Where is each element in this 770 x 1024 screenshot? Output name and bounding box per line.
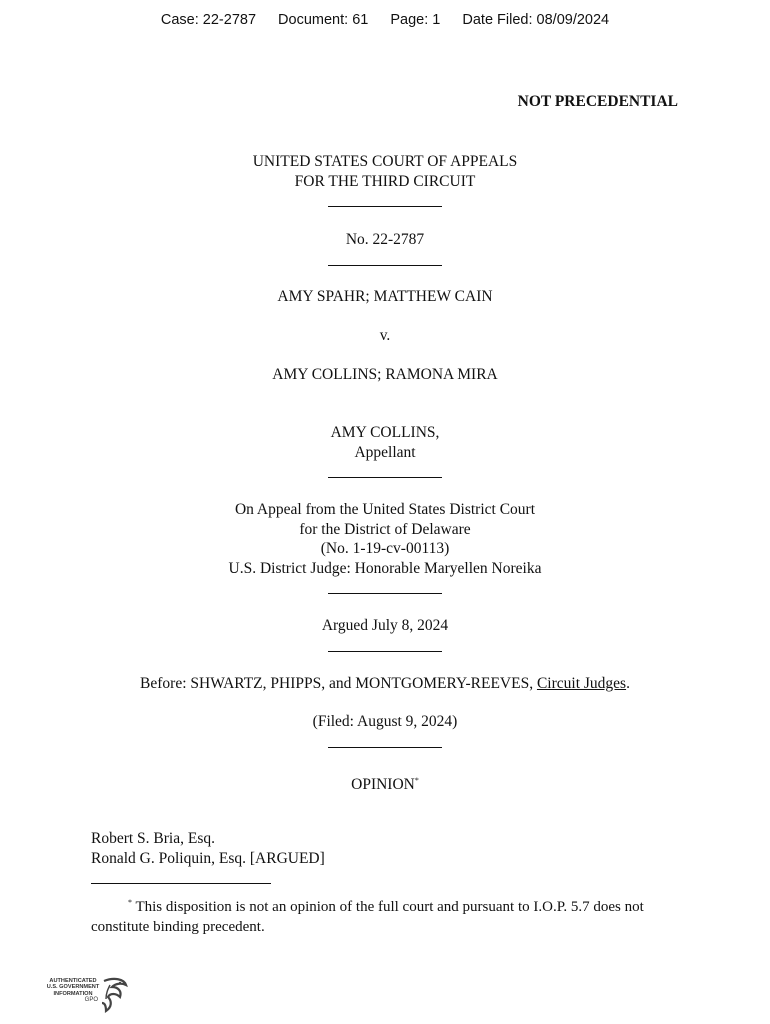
counsel-list <box>91 829 325 869</box>
opinion-footnote-marker: * <box>414 776 419 785</box>
divider <box>328 747 442 748</box>
gpo-seal-line: U.S. GOVERNMENT <box>46 984 100 991</box>
precedential-label: NOT PRECEDENTIAL <box>517 93 678 110</box>
footnote-text: This disposition is not an opinion of the full court and pursuant to I.O.P. 5.7 does not constitute binding precedent. <box>91 899 644 935</box>
gpo-seal-line: GPO <box>84 996 98 1003</box>
circuit-judges-label: Circuit Judges <box>536 675 627 692</box>
gpo-seal-line: INFORMATION <box>53 990 93 997</box>
appellant-block <box>0 423 770 462</box>
panel-judges <box>0 674 770 694</box>
eagle-icon <box>44 975 130 1017</box>
appeal-origin <box>0 500 770 578</box>
appellees: AMY SPAHR; MATTHEW CAIN <box>277 288 493 305</box>
divider <box>328 477 442 478</box>
counsel-item: Robert S. Bria, Esq. <box>91 830 215 847</box>
appellant-role: Appellant <box>354 443 416 461</box>
opinion-heading <box>0 771 770 795</box>
gpo-seal-line: AUTHENTICATED <box>49 978 97 984</box>
divider <box>328 265 442 266</box>
divider <box>328 651 442 652</box>
appeal-line-4: U.S. District Judge: Honorable Maryellen Noreika <box>228 559 542 577</box>
court-name <box>0 152 770 191</box>
footnote-separator <box>91 883 271 884</box>
appeal-line-2: for the District of Delaware <box>299 520 471 538</box>
argued-date: Argued July 8, 2024 <box>321 617 449 634</box>
counsel-item: Ronald G. Poliquin, Esq. [ARGUED] <box>91 850 325 867</box>
opinion-label: OPINION <box>351 776 415 793</box>
defendants: AMY COLLINS; RAMONA MIRA <box>272 366 498 383</box>
footnote-marker: * <box>128 898 132 907</box>
case-number-header: Case: 22-2787 <box>160 12 257 28</box>
case-number: No. 22-2787 <box>345 231 425 248</box>
page-number-header: Page: 1 <box>390 12 441 28</box>
court-line-2: FOR THE THIRD CIRCUIT <box>294 172 476 190</box>
gpo-authentication-seal <box>44 975 130 1017</box>
versus: v. <box>379 327 391 344</box>
panel-prefix: Before: SHWARTZ, PHIPPS, and MONTGOMERY-REEVES, <box>140 675 537 692</box>
footnote <box>91 893 691 937</box>
divider <box>328 593 442 594</box>
divider <box>328 206 442 207</box>
filed-date: (Filed: August 9, 2024) <box>312 713 458 730</box>
date-filed-header: Date Filed: 08/09/2024 <box>462 12 610 28</box>
appeal-line-3: (No. 1-19-cv-00113) <box>320 540 450 557</box>
panel-suffix: . <box>626 675 630 692</box>
appellant-name: AMY COLLINS, <box>330 424 440 441</box>
docket-header <box>0 12 770 28</box>
appeal-line-1: On Appeal from the United States District Court <box>234 501 536 518</box>
document-number-header: Document: 61 <box>278 12 369 28</box>
court-line-1: UNITED STATES COURT OF APPEALS <box>252 153 518 170</box>
